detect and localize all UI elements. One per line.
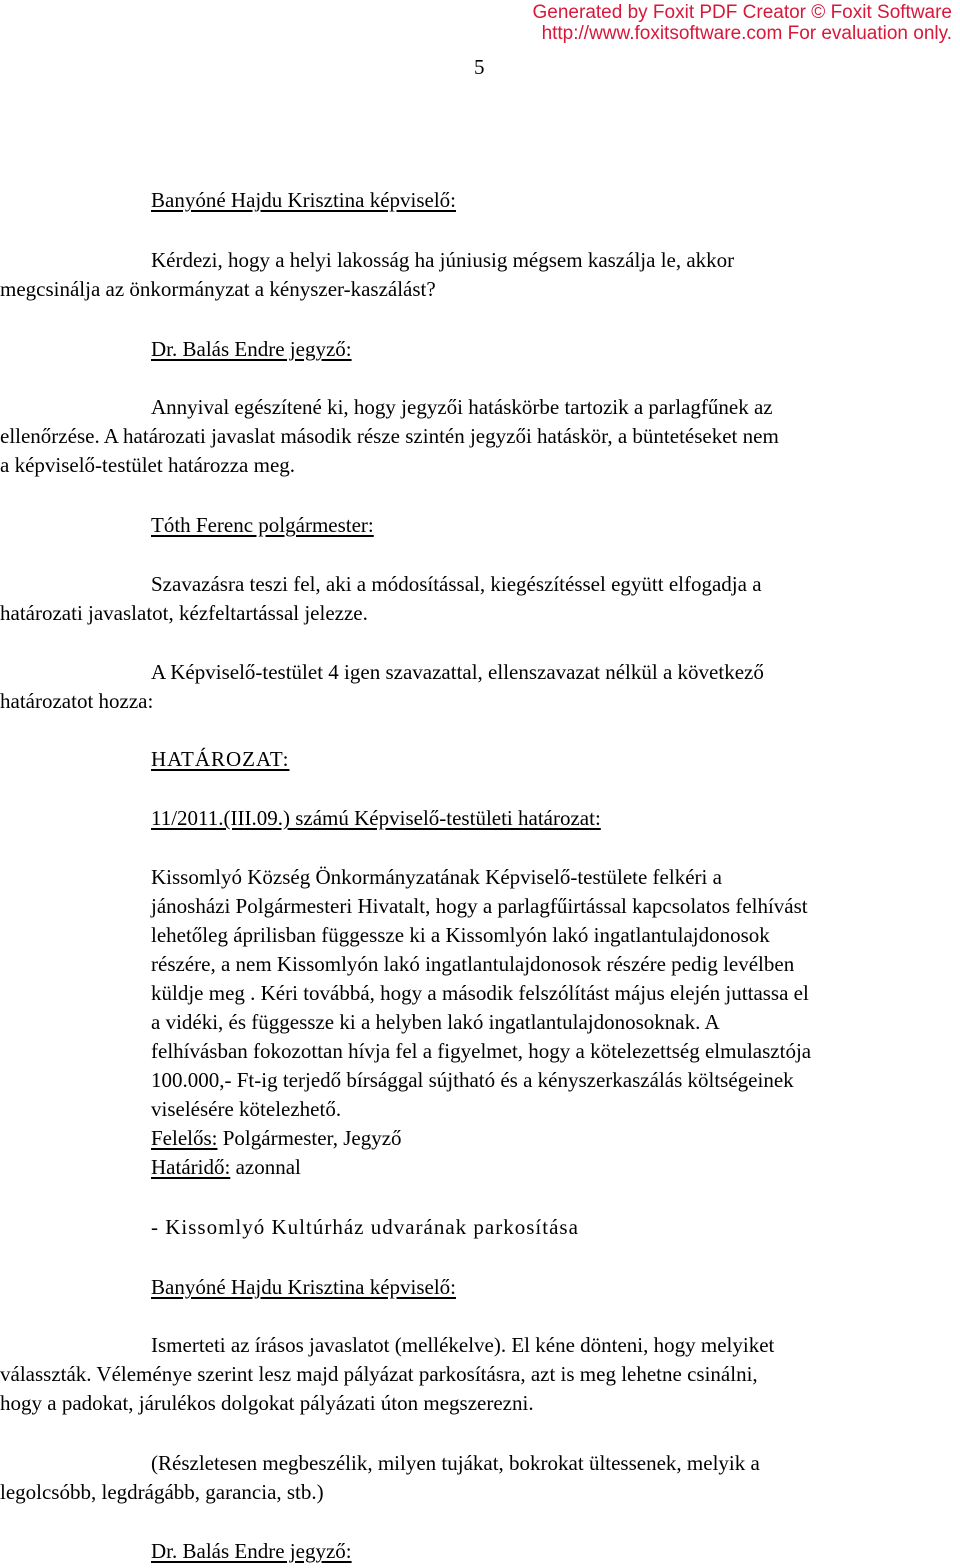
agenda-topic: - Kissomlyó Kultúrház udvarának parkosítása [151,1215,579,1239]
responsible-value: Polgármester, Jegyző [217,1126,402,1150]
resolution-line: viselésére kötelezhető. [151,1097,342,1121]
resolution-line: felhívásban fokozottan hívja fel a figyelmet, hogy a kötelezettség elmulasztója [151,1039,812,1063]
speaker-heading: Banyóné Hajdu Krisztina képviselő: [151,188,457,212]
resolution-line: lehetőleg áprilisban függessze ki a Kissomlyón lakó ingatlantulajdonosok [151,923,770,947]
paragraph-line: válasszták. Véleménye szerint lesz majd pályázat parkosításra, azt is meg lehetne csinálni, [0,1362,758,1386]
speaker-heading: Dr. Balás Endre jegyző: [151,1539,352,1563]
resolution-line: Kissomlyó Község Önkormányzatának Képviselő-testülete felkéri a [151,865,722,889]
page-number: 5 [474,55,485,79]
resolution-line: küldje meg . Kéri továbbá, hogy a második felszólítást május elején juttassa el [151,981,809,1005]
paragraph-line: határozatot hozza: [0,689,154,713]
paragraph-line: Annyival egészítené ki, hogy jegyzői hatáskörbe tartozik a parlagfűnek az [151,395,773,419]
speaker-heading: Dr. Balás Endre jegyző: [151,337,352,361]
resolution-line: jánosházi Polgármesteri Hivatalt, hogy a parlagfűirtással kapcsolatos felhívást [151,894,808,918]
paragraph-line: Kérdezi, hogy a helyi lakosság ha júniusig mégsem kaszálja le, akkor [151,248,735,272]
paragraph-line: Ismerteti az írásos javaslatot (mellékelve). El kéne dönteni, hogy melyiket [151,1333,775,1357]
paragraph-line: (Részletesen megbeszélik, milyen tujákat, bokrokat ültessenek, melyik a [151,1451,760,1475]
hatarozat-number: 11/2011.(III.09.) számú Képviselő-testületi határozat: [151,806,601,830]
watermark-line-2: http://www.foxitsoftware.com For evaluation only. [541,23,952,44]
paragraph-line: A Képviselő-testület 4 igen szavazattal, ellenszavazat nélkül a következő [151,660,764,684]
hatarozat-heading: HATÁROZAT: [151,747,290,771]
paragraph-line: ellenőrzése. A határozati javaslat második része szintén jegyzői hatáskör, a büntetéseket nem [0,424,779,448]
speaker-heading: Tóth Ferenc polgármester: [151,513,374,537]
responsible-label: Felelős: [151,1126,218,1150]
deadline-label: Határidő: [151,1155,231,1179]
responsible-line [151,1125,402,1151]
resolution-line: részére, a nem Kissomlyón lakó ingatlantulajdonosok részére pedig levélben [151,952,795,976]
speaker-heading: Banyóné Hajdu Krisztina képviselő: [151,1275,457,1299]
watermark-line-1: Generated by Foxit PDF Creator © Foxit Software [532,2,952,23]
paragraph-line: legolcsóbb, legdrágább, garancia, stb.) [0,1480,324,1504]
resolution-line: a vidéki, és függessze ki a helyben lakó ingatlantulajdonosoknak. A [151,1010,720,1034]
deadline-value: azonnal [230,1155,301,1179]
paragraph-line: határozati javaslatot, kézfeltartással jelezze. [0,601,368,625]
paragraph-line: a képviselő-testület határozza meg. [0,453,296,477]
paragraph-line: hogy a padokat, járulékos dolgokat pályázati úton megszerezni. [0,1391,534,1415]
paragraph-line: Szavazásra teszi fel, aki a módosítással, kiegészítéssel együtt elfogadja a [151,572,762,596]
deadline-line [151,1154,301,1180]
resolution-line: 100.000,- Ft-ig terjedő bírsággal sújtható és a kényszerkaszálás költségeinek [151,1068,794,1092]
paragraph-line: megcsinálja az önkormányzat a kényszer-kaszálást? [0,277,436,301]
